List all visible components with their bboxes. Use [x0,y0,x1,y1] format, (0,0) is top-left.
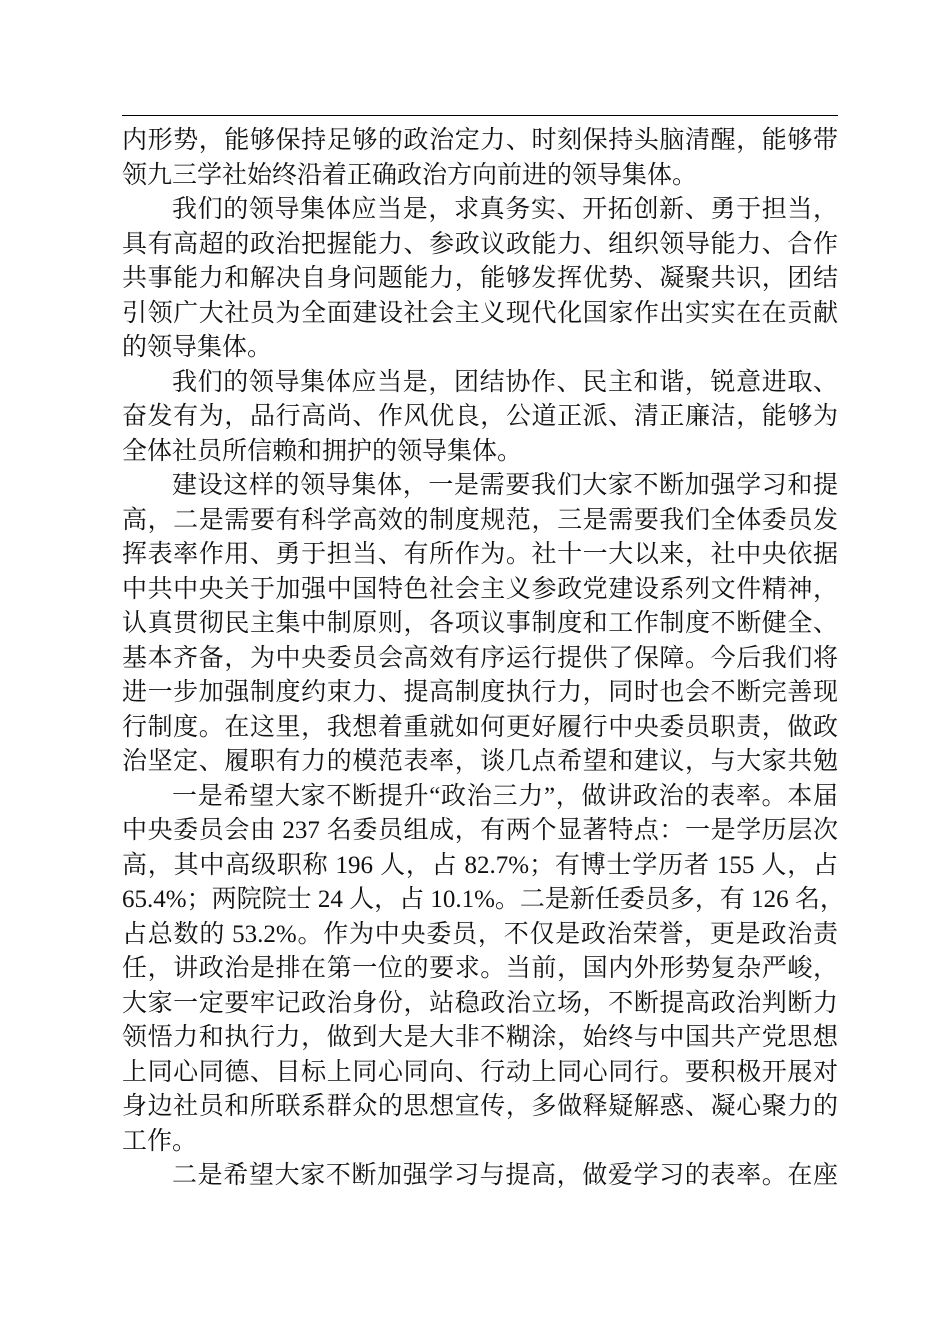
text-line: 上同心同德、目标上同心同向、行动上同心同行。要积极开展对 [122,1058,838,1086]
text-line: 基本齐备，为中央委员会高效有序运行提供了保障。今后我们将 [122,644,838,672]
text-line: 工作。 [122,1127,198,1155]
text-line: 的领导集体。 [122,334,273,361]
document-body [122,124,845,1194]
text-line: 高，二是需要有科学高效的制度规范，三是需要我们全体委员发 [122,506,838,534]
text-line: 认真贯彻民主集中制原则，各项议事制度和工作制度不断健全、 [122,610,838,637]
text-line: 行制度。在这里，我想着重就如何更好履行中央委员职责，做政 [122,713,838,741]
text-line: 大家一定要牢记政治身份，站稳政治立场，不断提高政治判断力 [122,989,838,1017]
text-line: 占总数的 53.2%。作为中央委员，不仅是政治荣誉，更是政治责 [122,920,838,948]
text-line: 领九三学社始终沿着正确政治方向前进的领导集体。 [122,161,698,189]
text-line: 共事能力和解决自身问题能力，能够发挥优势、凝聚共识，团结 [122,265,838,292]
text-line: 任，讲政治是排在第一位的要求。当前，国内外形势复杂严峻， [122,955,838,982]
text-line: 65.4%；两院院士 24 人，占 10.1%。二是新任委员多，有 126 名， [122,886,845,913]
text-line: 高，其中高级职称 196 人，占 82.7%；有博士学历者 155 人，占 [122,851,838,879]
text-line: 中央委员会由 237 名委员组成，有两个显著特点：一是学历层次 [122,817,838,844]
text-line: 一是希望大家不断提升“政治三力”，做讲政治的表率。本届 [172,782,838,810]
text-line: 挥表率作用、勇于担当、有所作为。社十一大以来，社中央依据 [122,541,838,568]
text-line: 进一步加强制度约束力、提高制度执行力，同时也会不断完善现 [122,679,838,706]
text-line: 内形势，能够保持足够的政治定力、时刻保持头脑清醒，能够带 [122,127,838,154]
header-rule [122,115,838,116]
text-line: 引领广大社员为全面建设社会主义现代化国家作出实实在在贡献 [122,299,838,327]
text-line: 全体社员所信赖和拥护的领导集体。 [122,437,523,465]
text-line: 我们的领导集体应当是，团结协作、民主和谐，锐意进取、 [172,368,838,396]
text-line: 具有高超的政治把握能力、参政议政能力、组织领导能力、合作 [122,230,838,258]
text-line: 领悟力和执行力，做到大是大非不糊涂，始终与中国共产党思想 [122,1024,838,1051]
text-line: 我们的领导集体应当是，求真务实、开拓创新、勇于担当， [172,196,838,223]
text-line: 奋发有为，品行高尚、作风优良，公道正派、清正廉洁，能够为 [122,403,838,430]
text-line: 身边社员和所联系群众的思想宣传，多做释疑解惑、凝心聚力的 [122,1093,838,1120]
text-line: 建设这样的领导集体，一是需要我们大家不断加强学习和提 [172,472,838,499]
text-line: 二是希望大家不断加强学习与提高，做爱学习的表率。在座 [172,1162,838,1189]
text-line: 中共中央关于加强中国特色社会主义参政党建设系列文件精神， [122,575,838,603]
text-line: 治坚定、履职有力的模范表率，谈几点希望和建议，与大家共勉 [122,748,838,775]
